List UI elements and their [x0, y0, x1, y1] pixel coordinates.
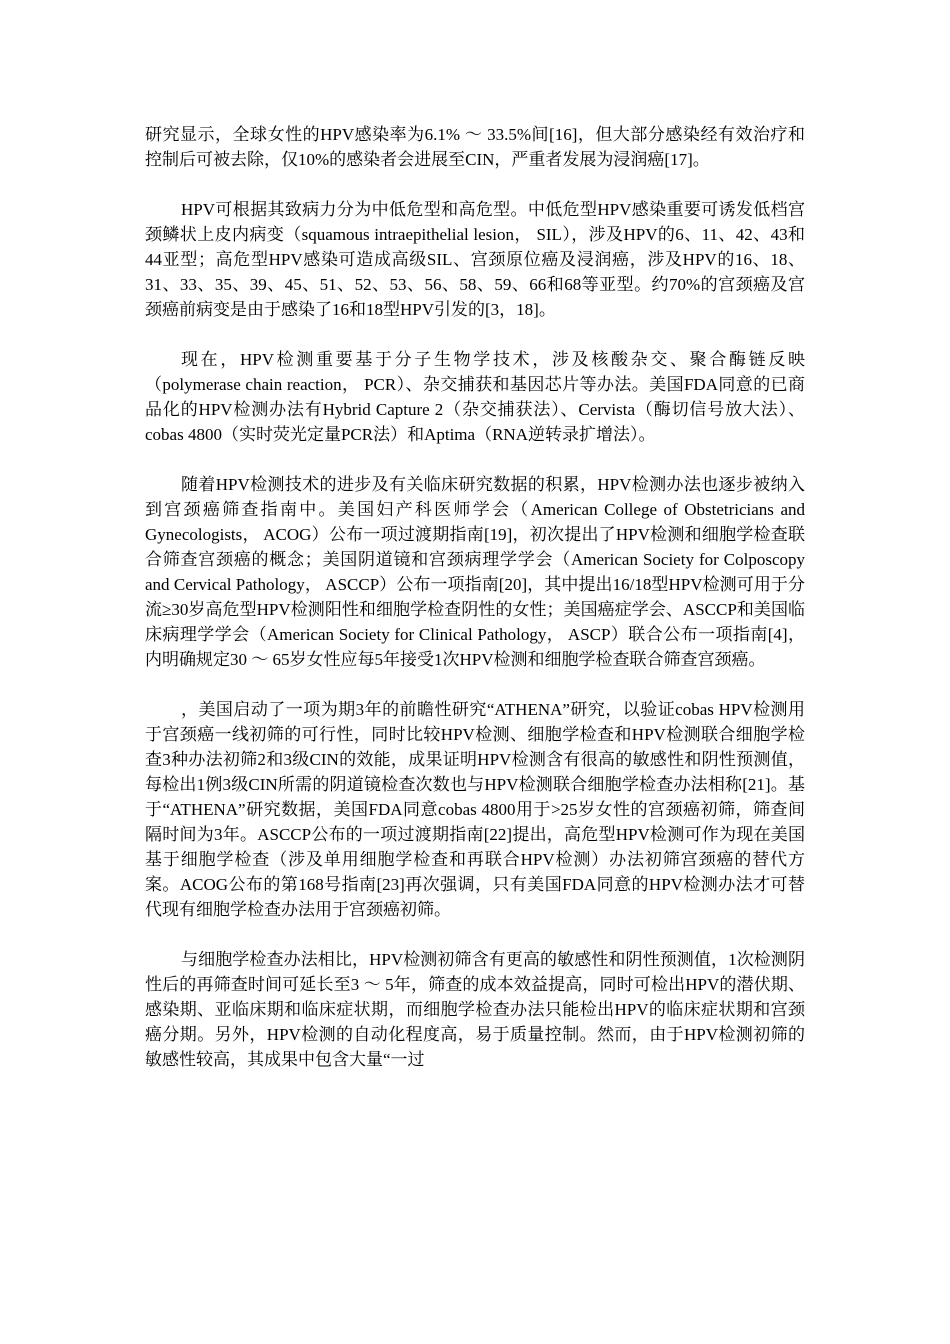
paragraph-hpv-detection-methods: 现在，HPV检测重要基于分子生物学技术，涉及核酸杂交、聚合酶链反映（polymerase chain reaction， PCR）、杂交捕获和基因芯片等办法。美国FDA同意的已商品化的HPV检测办法有Hybrid Capture 2（杂交捕获法）、Cervista（酶切信号放大法）、cobas 4800（实时荧光定量PCR法）和Aptima（RNA逆转录扩增法）。: [145, 350, 805, 444]
paragraph-screening-guidelines: 随着HPV检测技术的进步及有关临床研究数据的积累，HPV检测办法也逐步被纳入到宫颈癌筛查指南中。美国妇产科医师学会（American College of Obstetricians and Gynecologists， ACOG）公布一项过渡期指南[19]，初次提出了HPV检测和细胞学检查联合筛查宫颈癌的概念；美国阴道镜和宫颈病理学学会（American Society for Colposcopy and Cervical Pathology， ASCCP）公布一项指南[20]，其中提出16/18型HPV检测可用于分流≥30岁高危型HPV检测阳性和细胞学检查阴性的女性；美国癌症学会、ASCCP和美国临床病理学学会（American Society for Clinical Pathology， ASCP）联合公布一项指南[4]，内明确规定30 ～ 65岁女性应每5年接受1次HPV检测和细胞学检查联合筛查宫颈癌。: [145, 475, 805, 669]
paragraph-athena-study: ，美国启动了一项为期3年的前瞻性研究“ATHENA”研究，以验证cobas HPV检测用于宫颈癌一线初筛的可行性，同时比较HPV检测、细胞学检查和HPV检测联合细胞学检查3种办法初筛2和3级CIN的效能，成果证明HPV检测含有很高的敏感性和阴性预测值，每检出1例3级CIN所需的阴道镜检查次数也与HPV检测联合细胞学检查办法相称[21]。基于“ATHENA”研究数据，美国FDA同意cobas 4800用于>25岁女性的宫颈癌初筛，筛查间隔时间为3年。ASCCP公布的一项过渡期指南[22]提出，高危型HPV检测可作为现在美国基于细胞学检查（涉及单用细胞学检查和再联合HPV检测）办法初筛宫颈癌的替代方案。ACOG公布的第168号指南[23]再次强调，只有美国FDA同意的HPV检测办法才可替代现有细胞学检查办法用于宫颈癌初筛。: [145, 700, 805, 919]
paragraph-hpv-prevalence: 研究显示，全球女性的HPV感染率为6.1% ～ 33.5%间[16]，但大部分感染经有效治疗和控制后可被去除，仅10%的感染者会进展至CIN，严重者发展为浸润癌[17]。: [145, 125, 805, 169]
paragraph-hpv-risk-types: HPV可根据其致病力分为中低危型和高危型。中低危型HPV感染重要可诱发低档宫颈鳞状上皮内病变（squamous intraepithelial lesion， SIL），涉及HPV的6、11、42、43和44亚型；高危型HPV感染可造成高级SIL、宫颈原位癌及浸润癌，涉及HPV的16、18、31、33、35、39、45、51、52、53、56、58、59、66和68等亚型。约70%的宫颈癌及宫颈癌前病变是由于感染了16和18型HPV引发的[3，18]。: [145, 200, 805, 319]
document-page: [145, 122, 805, 1097]
paragraph-hpv-vs-cytology: 与细胞学检查办法相比，HPV检测初筛含有更高的敏感性和阴性预测值，1次检测阴性后的再筛查时间可延长至3 ～ 5年，筛查的成本效益提高，同时可检出HPV的潜伏期、感染期、亚临床期和临床症状期，而细胞学检查办法只能检出HPV的临床症状期和宫颈癌分期。另外，HPV检测的自动化程度高，易于质量控制。然而，由于HPV检测初筛的敏感性较高，其成果中包含大量“一过: [145, 950, 805, 1069]
